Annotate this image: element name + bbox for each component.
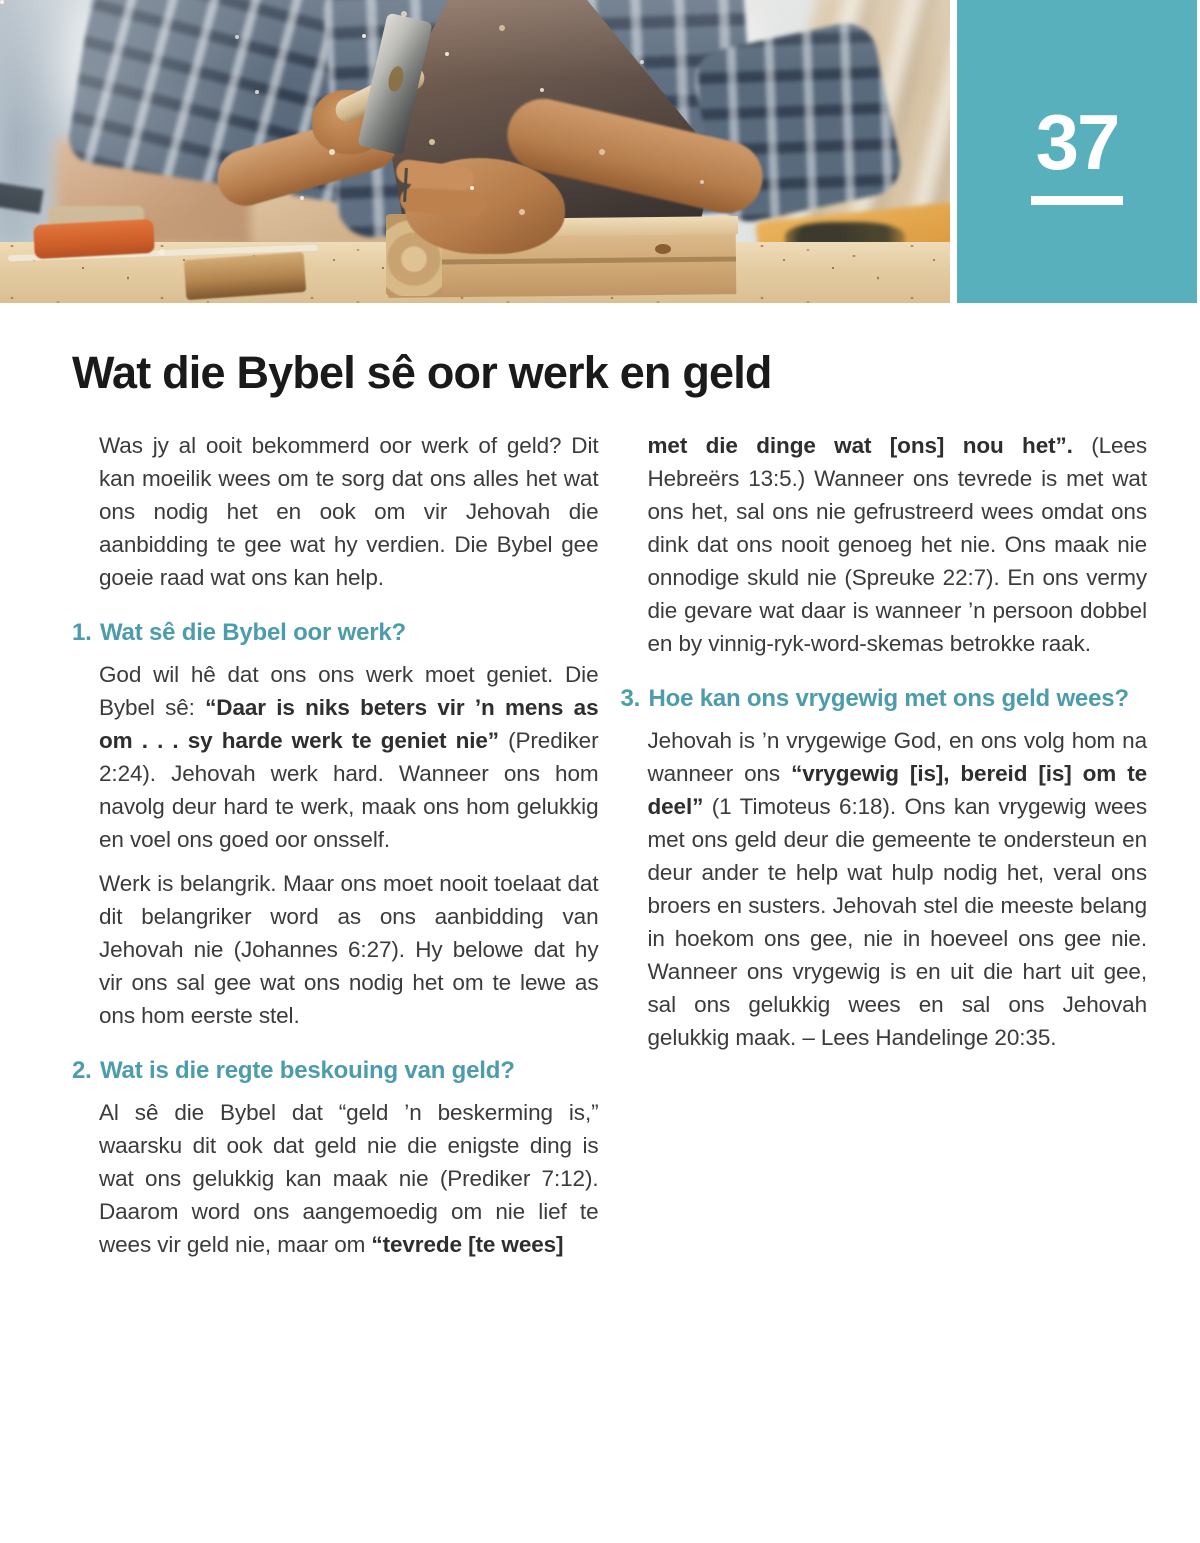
question-number: 2.	[72, 1056, 92, 1084]
paragraph	[99, 867, 599, 1032]
paragraph-text: Werk is belangrik. Maar ons moet nooit toelaat dat dit belangriker word as ons aanbidding van Jehovah nie (Johannes 6:27). Hy belowe dat hy vir ons sal gee wat ons nodig het om te lewe as ons hom eerste stel.	[99, 870, 599, 1028]
page-title: Wat die Bybel sê oor werk en geld	[72, 347, 772, 398]
question-number: 3.	[620, 684, 641, 712]
photo-haze-overlay	[0, 0, 950, 303]
question-heading	[72, 617, 599, 648]
header-photo	[0, 0, 950, 303]
lesson-number-box	[957, 0, 1197, 303]
paragraph-text: (1 Timoteus 6:18). Ons kan vrygewig wees met ons geld deur die gemeente te ondersteun en deur ander te help wat hulp nodig het, veral ons broers en susters. Jehovah stel die meeste belang in hoekom ons gee, nie in hoeveel ons gee nie. Wanneer ons vrygewig is en uit die hart uit gee, sal ons gelukkig wees en sal ons Jehovah gelukkig maak. – Lees Handelinge 20:35.	[647, 793, 1147, 1050]
paragraph-text: (Lees Hebreërs 13:5.) Wanneer ons tevrede is met wat ons het, sal ons nie gefrustreerd wees omdat ons dink dat ons nooit genoeg het nie. Ons maak nie onnodige skuld nie (Spreuke 22:7). En ons vermy die gevare wat daar is wanneer ’n persoon dobbel en by vinnig-ryk-word-skemas betrokke raak.	[647, 432, 1147, 656]
scripture-quote: met die dinge wat [ons] nou het”.	[647, 432, 1073, 458]
question-heading	[72, 1055, 599, 1086]
scripture-quote: “tevrede [te wees]	[371, 1231, 564, 1257]
scripture-quote: “vrygewig [is], bereid [is] om te deel”	[647, 760, 1147, 819]
lesson-number: 37	[1035, 97, 1119, 186]
question-text: Hoe kan ons vrygewig met ons geld wees?	[648, 684, 1129, 712]
paragraph	[99, 429, 599, 594]
paragraph-text: Was jy al ooit bekommerd oor werk of geld? Dit kan moeilik wees om te sorg dat ons alles het wat ons nodig het en ook om vir Jehovah die aanbidding te gee wat hy verdien. Die Bybel gee goeie raad wat ons kan help.	[99, 432, 599, 590]
paragraph-text: God wil hê dat ons ons werk moet geniet. Die Bybel sê:	[99, 661, 599, 720]
question-text: Wat is die regte beskouing van geld?	[100, 1056, 515, 1084]
question-heading	[621, 683, 1148, 714]
paragraph-text: Al sê die Bybel dat “geld ’n beskerming is,” waarsku dit ook dat geld nie die enigste ding is wat ons gelukkig kan maak nie (Prediker 7:12). Daarom word ons aangemoedig om nie lief te wees vir geld nie, maar om	[99, 1099, 599, 1257]
column-right	[621, 429, 1148, 1272]
article-columns	[72, 429, 1147, 1272]
column-left	[72, 429, 599, 1272]
paragraph	[648, 429, 1148, 660]
paragraph	[99, 658, 599, 856]
paragraph-text: (Prediker 2:24). Jehovah werk hard. Wanneer ons hom navolg deur hard te werk, maak ons hom gelukkig en voel ons goed oor onsself.	[99, 727, 599, 852]
scripture-quote: “Daar is niks beters vir ’n mens as om . . . sy harde werk te geniet nie”	[99, 694, 599, 753]
page-header	[0, 0, 1200, 303]
paragraph	[648, 724, 1148, 1054]
paragraph	[99, 1096, 599, 1261]
paragraph-text: Jehovah is ’n vrygewige God, en ons volg hom na wanneer ons	[647, 727, 1147, 786]
lesson-underline	[1031, 196, 1123, 205]
question-number: 1.	[72, 618, 92, 646]
question-text: Wat sê die Bybel oor werk?	[100, 618, 406, 646]
